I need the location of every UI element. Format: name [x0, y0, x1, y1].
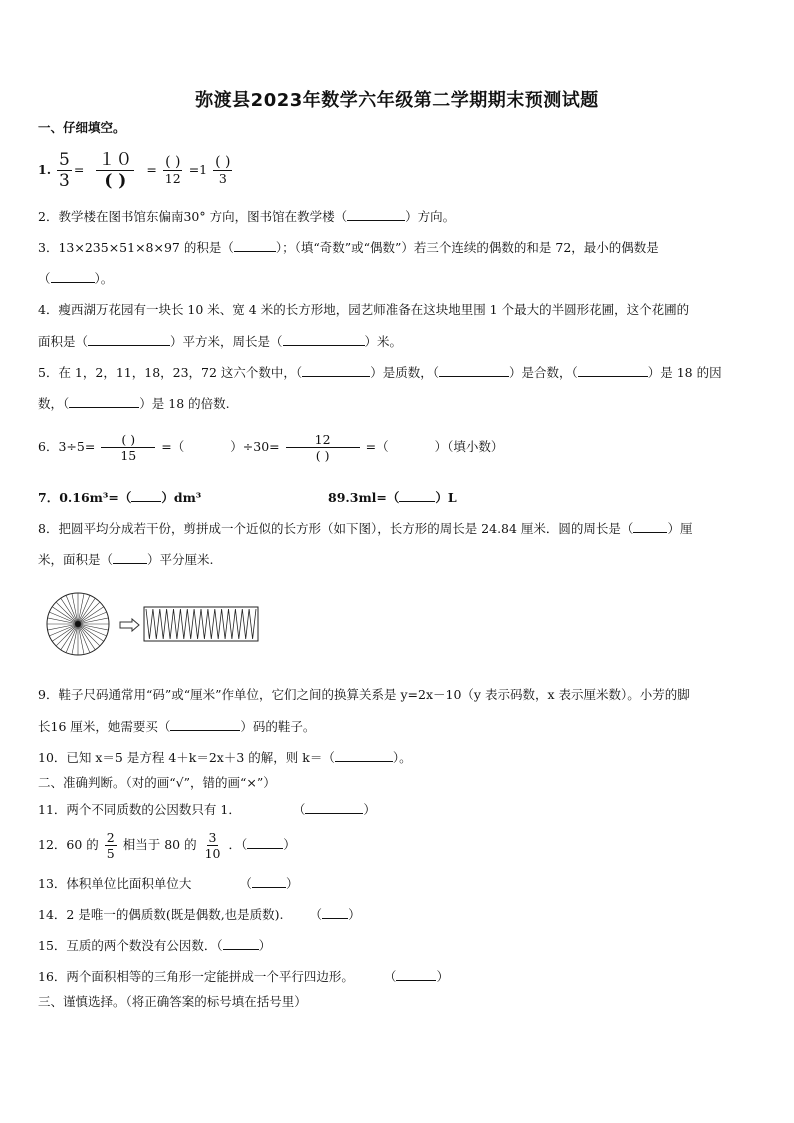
answer-blank[interactable] [170, 718, 240, 731]
answer-blank[interactable] [439, 364, 509, 377]
arrow-icon [120, 619, 139, 631]
question-16: 16．两个面积相等的三角形一定能拼成一个平行四边形。 （ ） [38, 969, 449, 984]
fraction-5-3: $\frac{5}{3}$ [59, 150, 70, 191]
answer-blank[interactable] [51, 270, 95, 283]
fraction-blank-12: $\frac{( )}{12}$ [164, 154, 181, 186]
question-15: 15．互质的两个数没有公因数．（ ） [38, 938, 272, 953]
answer-blank[interactable] [88, 333, 170, 346]
answer-blank[interactable] [347, 208, 405, 221]
answer-blank[interactable] [322, 906, 348, 919]
fraction-10-blank: $\frac{10}{( )}$ [98, 150, 133, 191]
circle-to-rectangle-figure [44, 588, 264, 660]
question-8-cont: 米，面积是（ ）平分厘米. [38, 552, 214, 567]
answer-blank[interactable] [633, 520, 667, 533]
approximate-rectangle [144, 607, 258, 641]
question-4: 4．瘦西湖万花园有一块长 10 米、宽 4 米的长方形地，园艺师准备在这块地里围 1 个最大的半圆形花圃，这个花圃的 [38, 302, 690, 317]
answer-blank[interactable] [113, 551, 147, 564]
question-4-cont: 面积是（ ）平方米，周长是（ ）米。 [38, 334, 403, 349]
question-1: 1. $\frac{5}{3}$ = $\frac{10}{( )}$ = $\frac{( )}{12}$ =1 $\frac{( )}{3}$ [38, 150, 231, 191]
question-14: 14．2 是唯一的偶质数(既是偶数,也是质数). （ ） [38, 907, 361, 922]
answer-blank[interactable] [69, 395, 139, 408]
question-9-cont: 长16 厘米，她需要买（ ）码的鞋子。 [38, 719, 316, 734]
answer-blank[interactable] [252, 875, 286, 888]
answer-blank[interactable] [399, 489, 435, 502]
answer-blank[interactable] [335, 749, 393, 762]
question-7: 7．0.16m³=（ ）dm³ 89.3ml=（ ）L [38, 490, 457, 505]
question-5-cont: 数，（ ）是 18 的倍数. [38, 396, 230, 411]
divided-circle [47, 593, 109, 655]
question-12: 12．60 的 $\frac{2}{5}$ 相当于 80 的 $\frac{3}{10}$ ．（ ） [38, 830, 296, 861]
answer-blank[interactable] [234, 239, 276, 252]
question-5: 5．在 1，2，11，18，23，72 这六个数中，（ ）是质数，（ ）是合数，（ ）是 18 的因 [38, 365, 722, 380]
answer-blank[interactable] [396, 968, 436, 981]
answer-blank[interactable] [131, 489, 161, 502]
answer-blank[interactable] [302, 364, 370, 377]
section-heading-judge: 二、准确判断。（对的画“√”，错的画“×”） [38, 775, 276, 790]
page-title: 弥渡县2023年数学六年级第二学期期末预测试题 [195, 90, 599, 111]
question-9: 9．鞋子尺码通常用“码”或“厘米”作单位，它们之间的换算关系是 y=2x－10（y 表示码数，x 表示厘米数）。小芳的脚 [38, 687, 690, 702]
answer-blank[interactable] [283, 333, 365, 346]
fraction-blank-15: $\frac{( )}{15}$ [101, 432, 155, 463]
fraction-blank-3: $\frac{( )}{3}$ [215, 154, 231, 186]
question-8: 8．把圆平均分成若干份，剪拼成一个近似的长方形（如下图），长方形的周长是 24.84 厘米．圆的周长是（ ）厘 [38, 521, 693, 536]
question-3: 3．13×235×51×8×97 的积是（ ）；（填“奇数”或“偶数”）若三个连续的偶数的和是 72，最小的偶数是 [38, 240, 659, 255]
question-10: 10．已知 x＝5 是方程 4＋k＝2x＋3 的解，则 k＝（ ）。 [38, 750, 412, 765]
answer-blank[interactable] [578, 364, 648, 377]
section-heading-fill: 一、仔细填空。 [38, 120, 126, 135]
question-11: 11．两个不同质数的公因数只有 1． （ ） [38, 802, 376, 817]
question-6: 6．3÷5= $\frac{( )}{15}$ =（ ）÷30= $\frac{12}{( )}$ =（ ）（填小数） [38, 432, 504, 463]
answer-blank[interactable] [247, 836, 283, 849]
question-2: 2．教学楼在图书馆东偏南30° 方向，图书馆在教学楼（ ）方向。 [38, 209, 456, 224]
section-heading-choice: 三、谨慎选择。（将正确答案的标号填在括号里） [38, 994, 307, 1009]
answer-blank[interactable] [305, 801, 363, 814]
answer-blank[interactable] [223, 937, 259, 950]
fraction-3-10: $\frac{3}{10}$ [204, 830, 221, 861]
fraction-12-blank: $\frac{12}{( )}$ [286, 432, 360, 463]
question-3-cont: （ ）。 [38, 271, 114, 286]
fraction-2-5: $\frac{2}{5}$ [106, 830, 115, 861]
circle-rectangle-diagram [44, 588, 264, 660]
question-13: 13．体积单位比面积单位大 （ ） [38, 876, 299, 891]
